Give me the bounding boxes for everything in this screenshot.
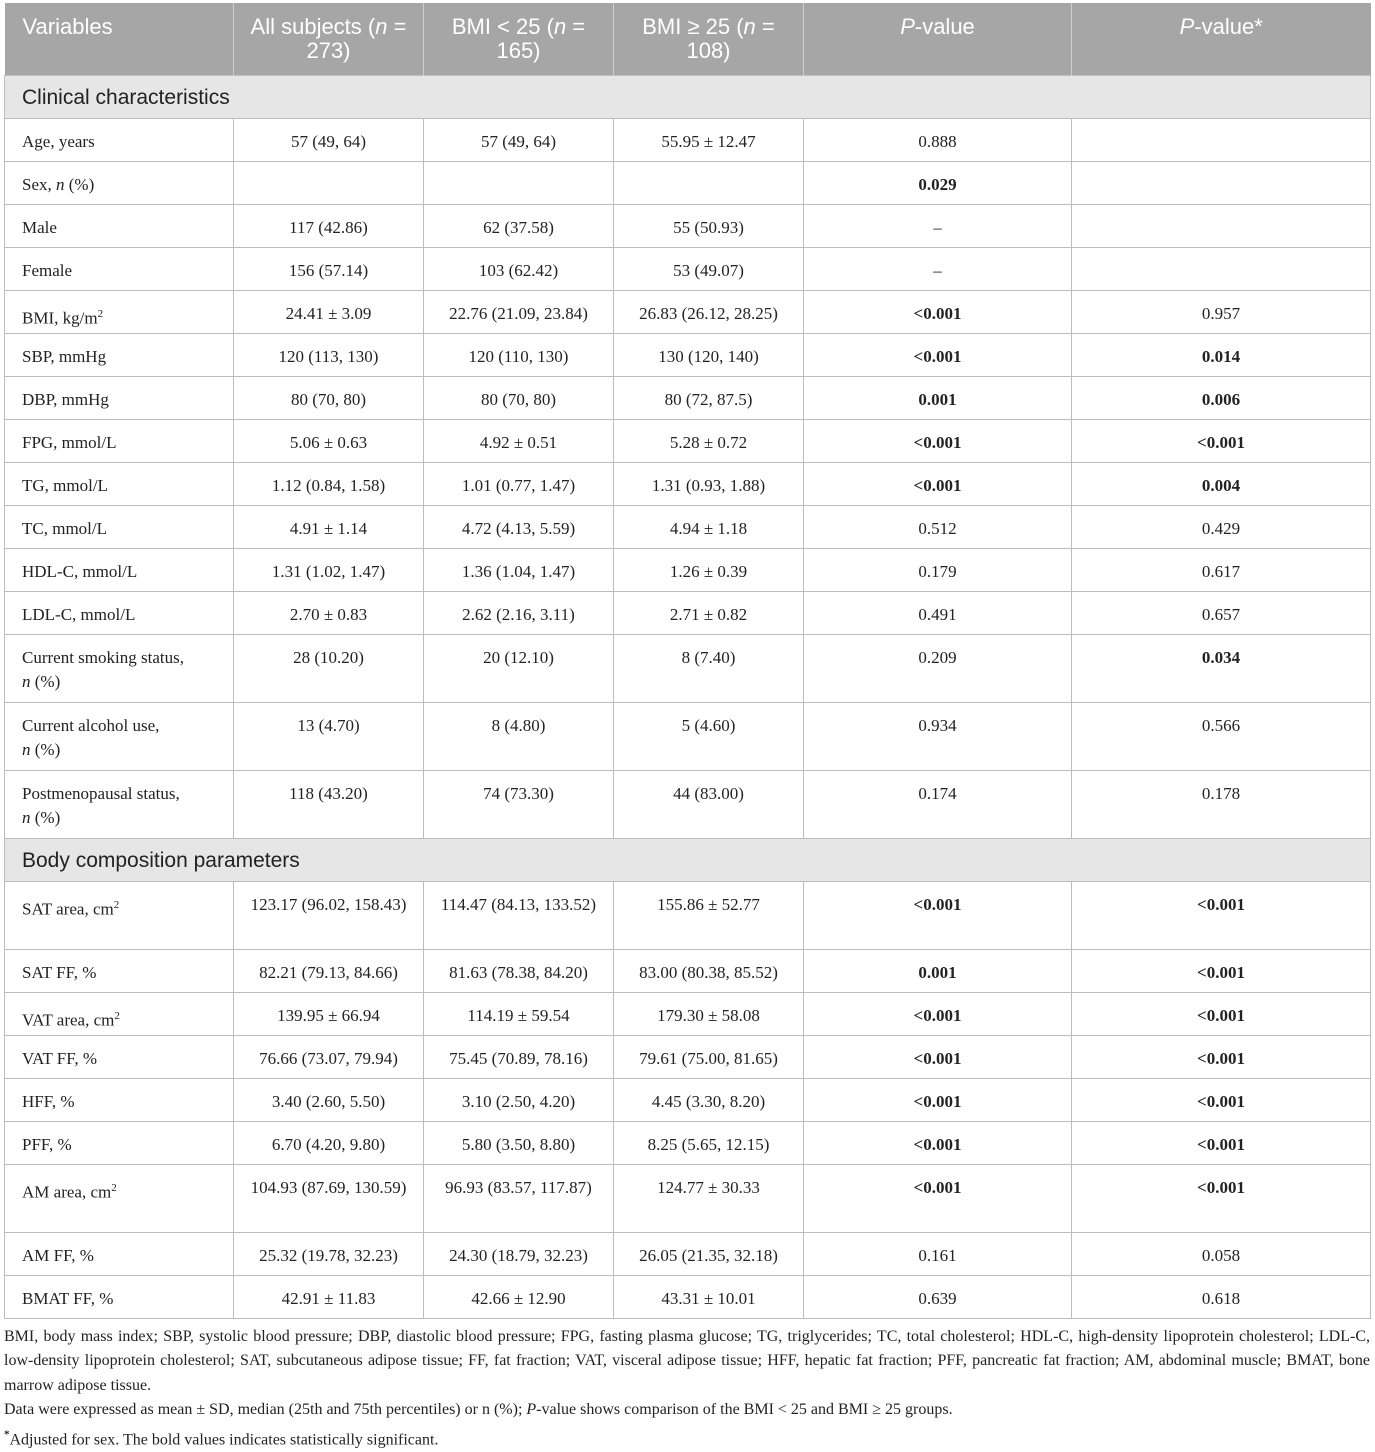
table-row: [5, 992, 1371, 1035]
table-row: [5, 881, 1371, 949]
p-value-adjusted: <0.001: [1072, 1121, 1371, 1164]
value-bmi-low: 80 (70, 80): [424, 376, 614, 419]
p-value: <0.001: [804, 992, 1072, 1035]
value-bmi-high: 26.83 (26.12, 28.25): [614, 290, 804, 333]
value-bmi-low: 24.30 (18.79, 32.23): [424, 1232, 614, 1275]
variable-label: DBP, mmHg: [5, 376, 234, 419]
value-bmi-low: [424, 161, 614, 204]
p-value-adjusted: [1072, 204, 1371, 247]
value-bmi-high: 55.95 ± 12.47: [614, 118, 804, 161]
variable-label: PFF, %: [5, 1121, 234, 1164]
p-value: 0.174: [804, 770, 1072, 838]
value-bmi-low: 8 (4.80): [424, 702, 614, 770]
value-bmi-high: 5.28 ± 0.72: [614, 419, 804, 462]
value-bmi-low: 1.01 (0.77, 1.47): [424, 462, 614, 505]
value-all-subjects: 4.91 ± 1.14: [234, 505, 424, 548]
value-bmi-high: 53 (49.07): [614, 247, 804, 290]
table-row: [5, 634, 1371, 702]
p-value: 0.161: [804, 1232, 1072, 1275]
table-row: [5, 333, 1371, 376]
value-all-subjects: 1.31 (1.02, 1.47): [234, 548, 424, 591]
value-all-subjects: 118 (43.20): [234, 770, 424, 838]
table-row: [5, 505, 1371, 548]
p-value: <0.001: [804, 290, 1072, 333]
value-bmi-low: 75.45 (70.89, 78.16): [424, 1035, 614, 1078]
variable-label: Sex, n (%): [5, 161, 234, 204]
value-all-subjects: 117 (42.86): [234, 204, 424, 247]
table-row: [5, 161, 1371, 204]
p-value-adjusted: 0.957: [1072, 290, 1371, 333]
value-all-subjects: 5.06 ± 0.63: [234, 419, 424, 462]
value-bmi-low: 74 (73.30): [424, 770, 614, 838]
p-value: <0.001: [804, 1035, 1072, 1078]
p-value: 0.934: [804, 702, 1072, 770]
value-bmi-high: 179.30 ± 58.08: [614, 992, 804, 1035]
value-bmi-low: 22.76 (21.09, 23.84): [424, 290, 614, 333]
p-value-adjusted: <0.001: [1072, 1035, 1371, 1078]
header-p-value-adjusted: P-value*: [1072, 3, 1371, 75]
p-value-adjusted: 0.034: [1072, 634, 1371, 702]
value-all-subjects: [234, 161, 424, 204]
value-bmi-low: 62 (37.58): [424, 204, 614, 247]
p-value-adjusted: [1072, 118, 1371, 161]
table-row: [5, 1275, 1371, 1318]
value-all-subjects: 3.40 (2.60, 5.50): [234, 1078, 424, 1121]
value-all-subjects: 82.21 (79.13, 84.66): [234, 949, 424, 992]
section-header-row: [5, 75, 1371, 118]
p-value: <0.001: [804, 1164, 1072, 1232]
value-bmi-high: 55 (50.93): [614, 204, 804, 247]
table-row: [5, 1121, 1371, 1164]
value-bmi-high: 8 (7.40): [614, 634, 804, 702]
table-row: [5, 419, 1371, 462]
table-row: [5, 118, 1371, 161]
variable-label: FPG, mmol/L: [5, 419, 234, 462]
value-bmi-high: 26.05 (21.35, 32.18): [614, 1232, 804, 1275]
variable-label: Male: [5, 204, 234, 247]
table-row: [5, 462, 1371, 505]
value-bmi-low: 114.47 (84.13, 133.52): [424, 881, 614, 949]
header-row: [5, 3, 1371, 75]
variable-label: Female: [5, 247, 234, 290]
value-all-subjects: 123.17 (96.02, 158.43): [234, 881, 424, 949]
table-row: [5, 1035, 1371, 1078]
value-all-subjects: 6.70 (4.20, 9.80): [234, 1121, 424, 1164]
variable-label: LDL-C, mmol/L: [5, 591, 234, 634]
table-row: [5, 204, 1371, 247]
p-value: 0.179: [804, 548, 1072, 591]
value-bmi-high: 124.77 ± 30.33: [614, 1164, 804, 1232]
value-all-subjects: 28 (10.20): [234, 634, 424, 702]
p-value-adjusted: <0.001: [1072, 419, 1371, 462]
table-row: [5, 548, 1371, 591]
value-bmi-high: 5 (4.60): [614, 702, 804, 770]
p-value: 0.639: [804, 1275, 1072, 1318]
table-footnotes: [4, 1325, 1370, 1452]
table-row: [5, 1078, 1371, 1121]
p-value-adjusted: 0.006: [1072, 376, 1371, 419]
p-value: 0.001: [804, 376, 1072, 419]
footnote-abbreviations: BMI, body mass index; SBP, systolic blood pressure; DBP, diastolic blood pressure; FPG, fasting plasma glucose; TG, triglycerides; TC, total cholesterol; HDL-C, high-density lipoprotein cholesterol; LDL-C, low-density lipoprotein cholesterol; SAT, subcutaneous adipose tissue; FF, fat fraction; VAT, visceral adipose tissue; HFF, hepatic fat fraction; PFF, pancreatic fat fraction; AM, abdominal muscle; BMAT, bone marrow adipose tissue.: [4, 1325, 1370, 1399]
value-bmi-high: 80 (72, 87.5): [614, 376, 804, 419]
p-value-adjusted: [1072, 161, 1371, 204]
variable-label: HDL-C, mmol/L: [5, 548, 234, 591]
value-bmi-low: 114.19 ± 59.54: [424, 992, 614, 1035]
p-value: <0.001: [804, 1078, 1072, 1121]
variable-label: Postmenopausal status, n (%): [5, 770, 234, 838]
value-all-subjects: 139.95 ± 66.94: [234, 992, 424, 1035]
p-value: 0.029: [804, 161, 1072, 204]
value-all-subjects: 13 (4.70): [234, 702, 424, 770]
p-value: <0.001: [804, 462, 1072, 505]
p-value: <0.001: [804, 333, 1072, 376]
p-value-adjusted: 0.058: [1072, 1232, 1371, 1275]
p-value-adjusted: <0.001: [1072, 1078, 1371, 1121]
value-all-subjects: 156 (57.14): [234, 247, 424, 290]
p-value-adjusted: [1072, 247, 1371, 290]
value-bmi-low: 4.72 (4.13, 5.59): [424, 505, 614, 548]
variable-label: AM area, $cm^2$: [5, 1164, 234, 1232]
value-bmi-high: 8.25 (5.65, 12.15): [614, 1121, 804, 1164]
header-bmi-high: BMI ≥ 25 (n = 108): [614, 3, 804, 75]
value-bmi-high: 130 (120, 140): [614, 333, 804, 376]
section-header-row: [5, 838, 1371, 881]
value-bmi-low: 2.62 (2.16, 3.11): [424, 591, 614, 634]
table-row: [5, 1232, 1371, 1275]
p-value: 0.491: [804, 591, 1072, 634]
p-value: <0.001: [804, 1121, 1072, 1164]
variable-label: HFF, %: [5, 1078, 234, 1121]
p-value: –: [804, 247, 1072, 290]
value-all-subjects: 120 (113, 130): [234, 333, 424, 376]
variable-label: VAT area, $cm^2$: [5, 992, 234, 1035]
table-figure: [4, 3, 1370, 1452]
table-row: [5, 702, 1371, 770]
variable-label: BMAT FF, %: [5, 1275, 234, 1318]
value-all-subjects: 1.12 (0.84, 1.58): [234, 462, 424, 505]
table-row: [5, 376, 1371, 419]
variable-label: Current smoking status, n (%): [5, 634, 234, 702]
p-value-adjusted: <0.001: [1072, 992, 1371, 1035]
value-bmi-low: 81.63 (78.38, 84.20): [424, 949, 614, 992]
variable-label: SAT FF, %: [5, 949, 234, 992]
variable-label: BMI, $kg/m^2$: [5, 290, 234, 333]
value-all-subjects: 76.66 (73.07, 79.94): [234, 1035, 424, 1078]
section-title: Body composition parameters: [5, 838, 1371, 881]
value-bmi-low: 57 (49, 64): [424, 118, 614, 161]
variable-label: TC, mmol/L: [5, 505, 234, 548]
footnote-adjusted: *Adjusted for sex. The bold values indicates statistically significant.: [4, 1423, 1370, 1452]
table-row: [5, 949, 1371, 992]
table-row: [5, 247, 1371, 290]
variable-label: SAT area, $cm^2$: [5, 881, 234, 949]
p-value: 0.888: [804, 118, 1072, 161]
p-value-adjusted: 0.566: [1072, 702, 1371, 770]
value-bmi-low: 4.92 ± 0.51: [424, 419, 614, 462]
value-all-subjects: 2.70 ± 0.83: [234, 591, 424, 634]
variable-label: VAT FF, %: [5, 1035, 234, 1078]
value-bmi-high: 44 (83.00): [614, 770, 804, 838]
p-value-adjusted: 0.014: [1072, 333, 1371, 376]
p-value-adjusted: 0.657: [1072, 591, 1371, 634]
value-bmi-low: 120 (110, 130): [424, 333, 614, 376]
p-value-adjusted: <0.001: [1072, 881, 1371, 949]
header-bmi-low: BMI < 25 (n = 165): [424, 3, 614, 75]
header-p-value: P-value: [804, 3, 1072, 75]
value-all-subjects: 80 (70, 80): [234, 376, 424, 419]
value-bmi-low: 5.80 (3.50, 8.80): [424, 1121, 614, 1164]
table-row: [5, 290, 1371, 333]
p-value-adjusted: <0.001: [1072, 1164, 1371, 1232]
value-all-subjects: 42.91 ± 11.83: [234, 1275, 424, 1318]
value-bmi-high: [614, 161, 804, 204]
table-row: [5, 1164, 1371, 1232]
section-title: Clinical characteristics: [5, 75, 1371, 118]
value-bmi-low: 103 (62.42): [424, 247, 614, 290]
value-bmi-high: 2.71 ± 0.82: [614, 591, 804, 634]
p-value: 0.001: [804, 949, 1072, 992]
value-bmi-low: 96.93 (83.57, 117.87): [424, 1164, 614, 1232]
variable-label: TG, mmol/L: [5, 462, 234, 505]
value-bmi-high: 1.26 ± 0.39: [614, 548, 804, 591]
value-bmi-low: 42.66 ± 12.90: [424, 1275, 614, 1318]
value-bmi-low: 20 (12.10): [424, 634, 614, 702]
header-variables: Variables: [5, 3, 234, 75]
value-all-subjects: 104.93 (87.69, 130.59): [234, 1164, 424, 1232]
p-value: <0.001: [804, 881, 1072, 949]
p-value-adjusted: 0.178: [1072, 770, 1371, 838]
value-bmi-low: 3.10 (2.50, 4.20): [424, 1078, 614, 1121]
value-bmi-high: 155.86 ± 52.77: [614, 881, 804, 949]
variable-label: SBP, mmHg: [5, 333, 234, 376]
variable-label: Age, years: [5, 118, 234, 161]
value-bmi-high: 43.31 ± 10.01: [614, 1275, 804, 1318]
variable-label: Current alcohol use, n (%): [5, 702, 234, 770]
value-bmi-high: 4.45 (3.30, 8.20): [614, 1078, 804, 1121]
table-row: [5, 591, 1371, 634]
variable-label: AM FF, %: [5, 1232, 234, 1275]
p-value-adjusted: 0.004: [1072, 462, 1371, 505]
footnote-data-expression: Data were expressed as mean ± SD, median (25th and 75th percentiles) or n (%); P-value shows comparison of the BMI < 25 and BMI ≥ 25 groups.: [4, 1398, 1370, 1423]
header-all-subjects: All subjects (n = 273): [234, 3, 424, 75]
p-value: 0.512: [804, 505, 1072, 548]
value-bmi-high: 79.61 (75.00, 81.65): [614, 1035, 804, 1078]
value-bmi-high: 1.31 (0.93, 1.88): [614, 462, 804, 505]
value-bmi-high: 4.94 ± 1.18: [614, 505, 804, 548]
results-table: [4, 3, 1371, 1319]
p-value: <0.001: [804, 419, 1072, 462]
p-value-adjusted: 0.429: [1072, 505, 1371, 548]
value-all-subjects: 25.32 (19.78, 32.23): [234, 1232, 424, 1275]
p-value: –: [804, 204, 1072, 247]
value-bmi-low: 1.36 (1.04, 1.47): [424, 548, 614, 591]
p-value-adjusted: 0.618: [1072, 1275, 1371, 1318]
value-all-subjects: 24.41 ± 3.09: [234, 290, 424, 333]
value-all-subjects: 57 (49, 64): [234, 118, 424, 161]
p-value: 0.209: [804, 634, 1072, 702]
p-value-adjusted: <0.001: [1072, 949, 1371, 992]
p-value-adjusted: 0.617: [1072, 548, 1371, 591]
table-body: [5, 75, 1371, 1318]
table-row: [5, 770, 1371, 838]
value-bmi-high: 83.00 (80.38, 85.52): [614, 949, 804, 992]
